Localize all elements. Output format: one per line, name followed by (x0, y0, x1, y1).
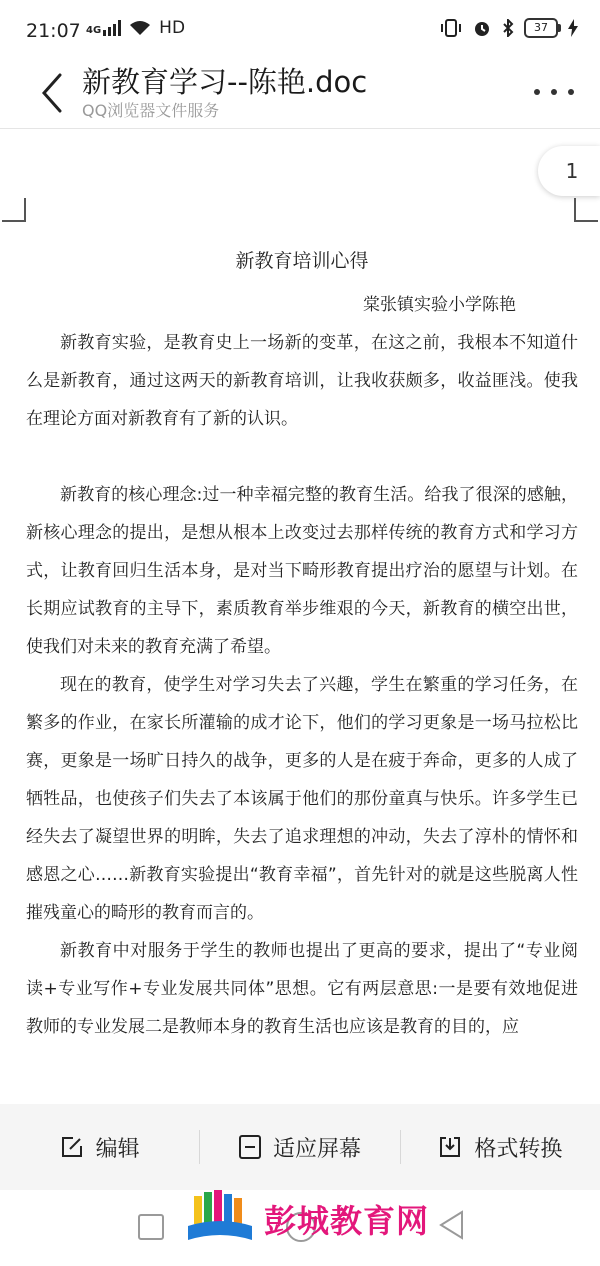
bottom-toolbar (0, 1104, 600, 1190)
network-indicator (86, 20, 121, 36)
edit-icon (60, 1135, 84, 1159)
watermark (186, 1190, 429, 1248)
vibrate-icon (440, 19, 462, 37)
status-time: 21:07 (26, 20, 81, 42)
paragraph: 新教育实验，是教育史上一场新的变革，在这之前，我根本不知道什么是新教育，通过这两天的新教育培训，让我收获颇多，收益匪浅。使我在理论方面对新教育有了新的认识。 (26, 333, 578, 429)
signal-icon (103, 20, 121, 36)
paragraph: 现在的教育，使学生对学习失去了兴趣，学生在繁重的学习任务，在繁多的作业，在家长所灌输的成才论下，他们的学习更象是一场马拉松比赛，更象是一场旷日持久的战争，更多的人是在疲于奔命，更多的人成了牺牲品，也使孩子们失去了本该属于他们的那份童真与快乐。许多学生已经失去了凝望世界的明眸，失去了追求理想的冲动，失去了淳朴的情怀和感恩之心……新教育实验提出“教育幸福”，首先针对的就是这些脱离人性摧残童心的畸形的教育而言的。 (26, 675, 578, 923)
more-dot-icon (568, 89, 574, 95)
edit-button[interactable] (0, 1127, 199, 1167)
fit-screen-button[interactable] (200, 1127, 399, 1167)
recent-apps-button[interactable] (138, 1214, 164, 1240)
edit-label: 编辑 (95, 1136, 140, 1162)
alarm-icon (472, 18, 492, 38)
convert-button[interactable] (401, 1127, 600, 1167)
document-content (26, 246, 578, 1046)
battery-icon: 37 (524, 18, 558, 38)
fit-screen-icon (239, 1135, 261, 1159)
status-right-icons (440, 18, 578, 38)
back-button[interactable] (32, 66, 72, 120)
page-corner-mark-left (2, 198, 26, 222)
bluetooth-icon (502, 19, 514, 37)
app-header (0, 58, 600, 129)
watermark-logo-icon (186, 1190, 254, 1248)
service-subtitle: QQ浏览器文件服务 (82, 101, 220, 120)
paragraph: 新教育中对服务于学生的教师也提出了更高的要求，提出了“专业阅读+专业写作+专业发展共同体”思想。它有两层意思:一是要有效地促进教师的专业发展二是教师本身的教育生活也应该是教育的目的，应 (26, 941, 578, 1037)
wifi-icon (129, 20, 151, 36)
page-corner-mark-right (574, 198, 598, 222)
page-indicator[interactable]: 1 (538, 146, 600, 196)
more-dot-icon (534, 89, 540, 95)
system-nav-bar (0, 1190, 600, 1266)
more-options-button[interactable] (534, 80, 574, 104)
convert-label: 格式转换 (474, 1136, 563, 1162)
paragraph: 新教育的核心理念:过一种幸福完整的教育生活。给我了很深的感触，新核心理念的提出，是想从根本上改变过去那样传统的教育方式和学习方式，让教育回归生活本身，是对当下畸形教育提出疗治的愿望与计划。在长期应试教育的主导下，素质教育举步维艰的今天，新教育的横空出世，使我们对未来的教育充满了希望。 (26, 485, 578, 657)
watermark-text: 彭城教育网 (264, 1202, 430, 1240)
document-author: 棠张镇实验小学陈艳 (363, 295, 516, 315)
nav-back-icon[interactable] (438, 1210, 464, 1240)
network-label: 4G (86, 25, 102, 36)
document-title: 新教育培训心得 (235, 250, 369, 272)
convert-icon (438, 1135, 462, 1159)
document-filename: 新教育学习--陈艳.doc (82, 65, 368, 99)
fit-screen-label: 适应屏幕 (272, 1136, 361, 1162)
hd-label: HD (159, 18, 186, 38)
status-bar (0, 0, 600, 58)
charging-icon (568, 19, 578, 37)
more-dot-icon (551, 89, 557, 95)
back-arrow-icon (40, 73, 64, 113)
status-left-icons (86, 18, 185, 38)
blank-line (26, 438, 578, 476)
